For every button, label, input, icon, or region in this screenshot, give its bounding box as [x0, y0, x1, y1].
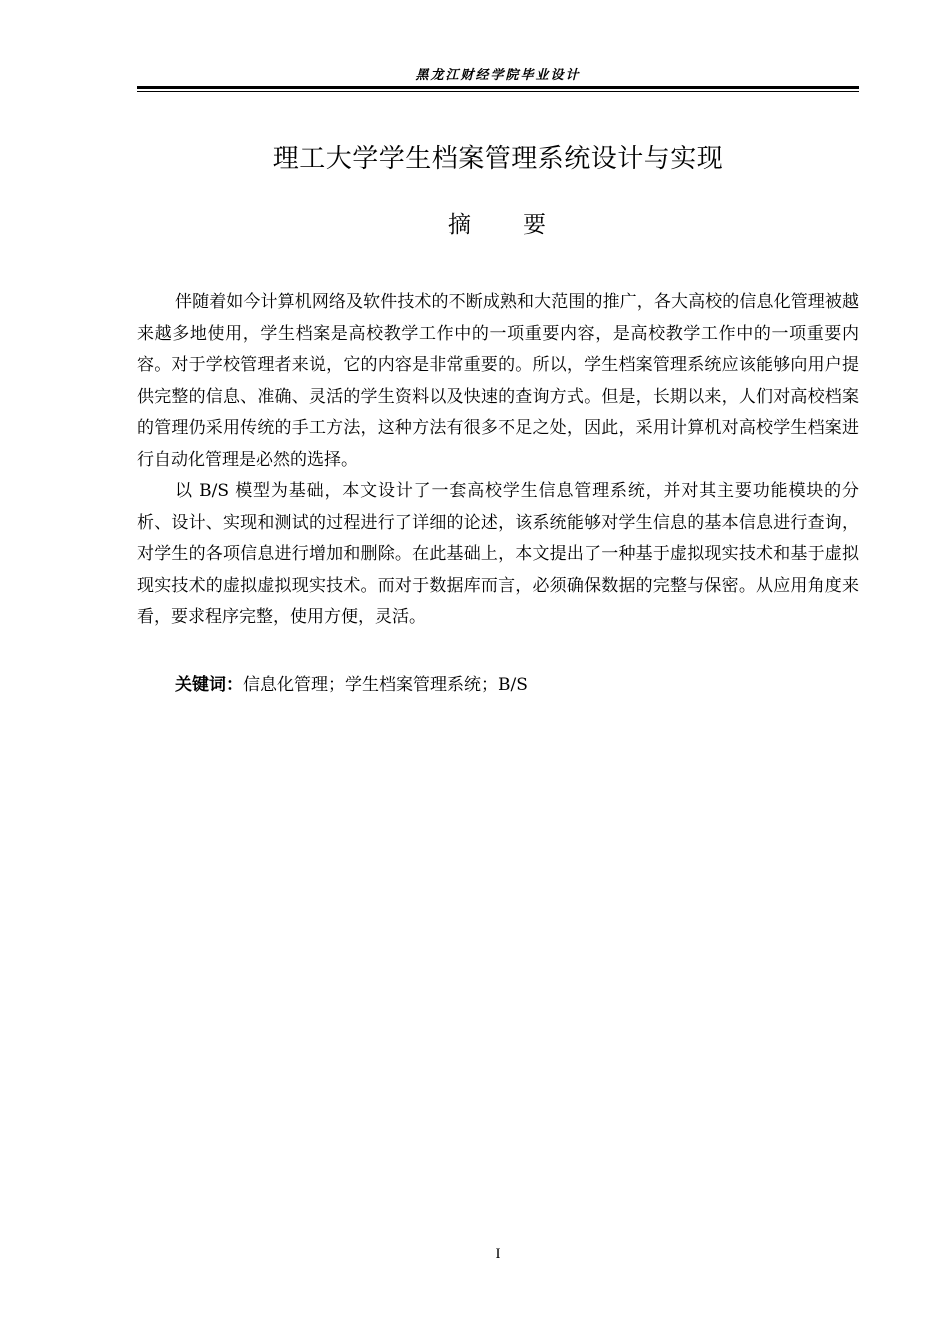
abstract-paragraph-1: 伴随着如今计算机网络及软件技术的不断成熟和大范围的推广，各大高校的信息化管理被越来越多地使用，学生档案是高校教学工作中的一项重要内容，是高校教学工作中的一项重要内容。对于学校管理者来说，它的内容是非常重要的。所以，学生档案管理系统应该能够向用户提供完整的信息、准确、灵活的学生资料以及快速的查询方式。但是，长期以来，人们对高校档案的管理仍采用传统的手工方法，这种方法有很多不足之处，因此，采用计算机对高校学生档案进行自动化管理是必然的选择。 — [137, 292, 859, 470]
thesis-title: 理工大学学生档案管理系统设计与实现 — [272, 144, 724, 174]
abstract-paragraph-2: 以 B/S 模型为基础，本文设计了一套高校学生信息管理系统，并对其主要功能模块的分析、设计、实现和测试的过程进行了详细的论述，该系统能够对学生信息的基本信息进行查询，对学生的各项信息进行增加和删除。在此基础上，本文提出了一种基于虚拟现实技术和基于虚拟现实技术的虚拟虚拟现实技术。而对于数据库而言，必须确保数据的完整与保密。从应用角度来看，要求程序完整，使用方便，灵活。 — [137, 481, 859, 627]
abstract-heading: 摘 要 — [448, 212, 548, 238]
running-header: 黑龙江财经学院毕业设计 — [415, 68, 581, 83]
header-rule-thick — [137, 86, 859, 89]
keywords-line — [175, 673, 528, 697]
keywords-label: 关键词： — [175, 675, 243, 695]
abstract-body — [137, 287, 859, 634]
page-number: I — [495, 1246, 501, 1262]
header-rule-thin — [137, 91, 859, 92]
keywords-text: 信息化管理；学生档案管理系统；B/S — [243, 675, 528, 695]
